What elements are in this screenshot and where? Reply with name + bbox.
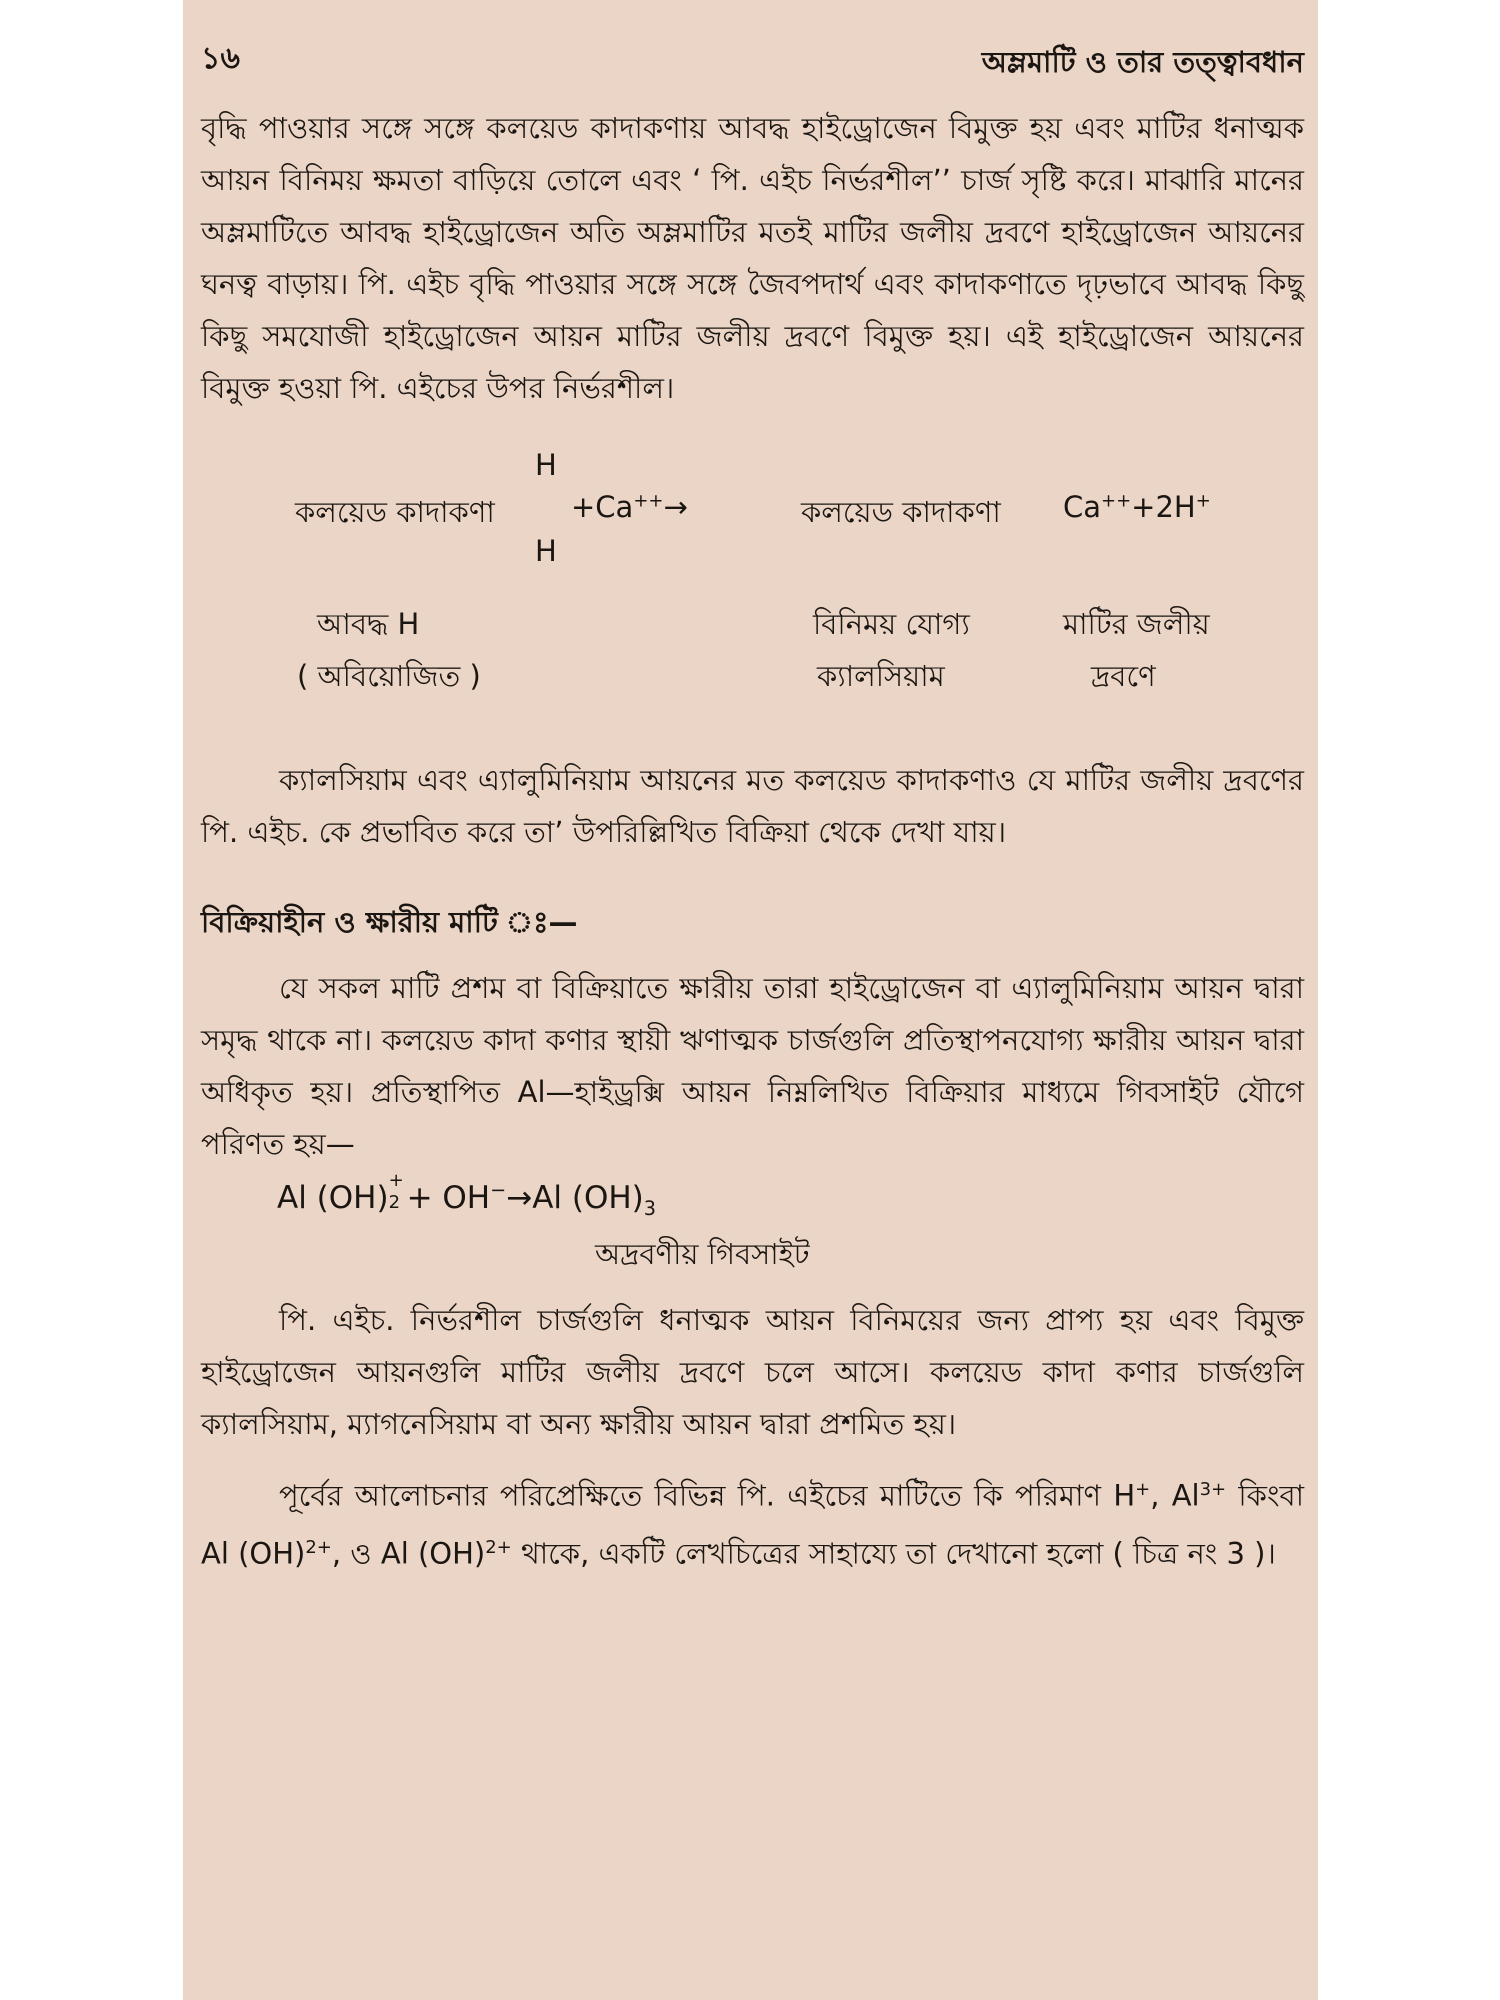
para5-sup-d: 2+ xyxy=(485,1536,512,1558)
paragraph-2: ক্যালসিয়াম এবং এ্যালুমিনিয়াম আয়নের মত কলয়েড কাদাকণাও যে মাটির জলীয় দ্রবণের পি. এইচ. কে প্রভাবিত করে তা’ উপরিল্লিখিত বিক্রিয়া থেকে দেখা যায়। xyxy=(201,763,1304,849)
eq-label-solution: দ্রবণে xyxy=(1091,659,1156,693)
para5-text-b: , Al xyxy=(1150,1478,1200,1513)
eq2-oh: + OH xyxy=(406,1180,491,1216)
paragraph-4: পি. এইচ. নির্ভরশীল চার্জগুলি ধনাত্মক আয়ন বিনিময়ের জন্য প্রাপ্য হয় এবং বিমুক্ত হাইড্রোজেন আয়নগুলি মাটির জলীয় দ্রবণে চলে আসে। কলয়েড কাদা কণার চার্জগুলি ক্যালসিয়াম, ম্যাগনেসিয়াম বা অন্য ক্ষারীয় আয়ন দ্বারা প্রশমিত হয়। xyxy=(201,1303,1304,1441)
page-header xyxy=(201,26,1304,84)
eq-ca-charge: ++ xyxy=(633,490,664,512)
running-title: অম্লমাটি ও তার তত্ত্বাবধান xyxy=(981,45,1304,79)
eq-h-bottom: H xyxy=(535,534,557,568)
eq2-left-charge xyxy=(388,1170,407,1213)
eq2-left-sub: 2 xyxy=(388,1192,401,1213)
eq-plus-ca: +Ca xyxy=(571,490,634,524)
eq-ca-right-charge: ++ xyxy=(1101,490,1132,512)
eq2-oh-sup: − xyxy=(490,1178,507,1202)
paragraph-1: বৃদ্ধি পাওয়ার সঙ্গে সঙ্গে কলয়েড কাদাকণায় আবদ্ধ হাইড্রোজেন বিমুক্ত হয় এবং মাটির ধনাত্মক আয়ন বিনিময় ক্ষমতা বাড়িয়ে তোলে এবং ‘ পি. এইচ নির্ভরশীল’’ চার্জ সৃষ্টি করে। মাঝারি মানের অম্লমাটিতে আবদ্ধ হাইড্রোজেন অতি অম্লমাটির মতই মাটির জলীয় দ্রবণে হাইড্রোজেন আয়নের ঘনত্ব বাড়ায়। পি. এইচ বৃদ্ধি পাওয়ার সঙ্গে সঙ্গে জৈবপদার্থ এবং কাদাকণাতে দৃঢ়ভাবে আবদ্ধ কিছু কিছু সমযোজী হাইড্রোজেন আয়ন মাটির জলীয় দ্রবণে বিমুক্ত হয়। এই হাইড্রোজেন আয়নের বিমুক্ত হওয়া পি. এইচের উপর নির্ভরশীল। xyxy=(201,111,1304,405)
eq-ca-right: Ca xyxy=(1063,490,1102,524)
paragraph-5 xyxy=(201,1464,1304,1579)
para5-text-d: , ও Al (OH) xyxy=(331,1536,486,1571)
eq-colloid-right: কলয়েড কাদাকণা xyxy=(801,495,1001,529)
eq-products xyxy=(1063,490,1211,524)
eq-label-bound-h: আবদ্ধ H xyxy=(317,607,420,641)
section-heading: বিক্রিয়াহীন ও ক্ষারীয় মাটি ঃ— xyxy=(201,905,578,939)
page-number: ১৬ xyxy=(201,41,240,76)
para5-text-e: থাকে, একটি লেখচিত্রের সাহায্যে তা দেখানো হলো ( চিত্র নং 3 )। xyxy=(511,1536,1276,1571)
eq-h-top: H xyxy=(535,448,557,482)
eq-h-charge: + xyxy=(1195,490,1211,512)
eq2-left-sup: + xyxy=(388,1170,404,1191)
eq-label-calcium: ক্যালসিয়াম xyxy=(817,659,945,693)
eq2-label-gibbsite: অদ্রবণীয় গিবসাইট xyxy=(595,1237,810,1271)
para5-sup-b: 3+ xyxy=(1199,1479,1227,1500)
equation-gibbsite xyxy=(201,1170,1304,1280)
eq-label-undissociated: ( অবিয়োজিত ) xyxy=(297,659,481,693)
eq-colloid-left: কলয়েড কাদাকণা xyxy=(295,495,495,529)
para5-text-a: পূর্বের আলোচনার পরিপ্রেক্ষিতে বিভিন্ন পি. এইচের মাটিতে কি পরিমাণ H xyxy=(279,1478,1136,1513)
para5-sup-c: 2+ xyxy=(305,1536,332,1558)
eq-label-soil-aqueous: মাটির জলীয় xyxy=(1063,607,1210,641)
paragraph-3: যে সকল মাটি প্রশম বা বিক্রিয়াতে ক্ষারীয় তারা হাইড্রোজেন বা এ্যালুমিনিয়াম আয়ন দ্বারা সমৃদ্ধ থাকে না। কলয়েড কাদা কণার স্থায়ী ঋণাত্মক চার্জগুলি প্রতিস্থাপনযোগ্য ক্ষারীয় আয়ন দ্বারা অধিকৃত হয়। প্রতিস্থাপিত Al—হাইড্রক্সি আয়ন নিম্নলিখিত বিক্রিয়ার মাধ্যমে গিবসাইট যৌগে পরিণত হয়— xyxy=(201,971,1304,1161)
eq2-left: Al (OH) xyxy=(277,1180,389,1216)
eq2-reaction xyxy=(277,1170,656,1221)
eq-reactant-ca xyxy=(571,490,688,524)
eq-plus-2h: +2H xyxy=(1131,490,1196,524)
eq2-product: →Al (OH) xyxy=(506,1180,644,1216)
eq-label-exchangeable: বিনিময় যোগ্য xyxy=(813,607,970,641)
eq-arrow: → xyxy=(663,490,688,524)
para5-text-c: কিংবা Al (OH) xyxy=(201,1478,1304,1571)
book-page xyxy=(183,0,1318,2000)
eq2-product-sub: 3 xyxy=(643,1197,656,1221)
equation-colloid-calcium xyxy=(201,448,1304,754)
para5-sup-a: + xyxy=(1135,1479,1151,1500)
